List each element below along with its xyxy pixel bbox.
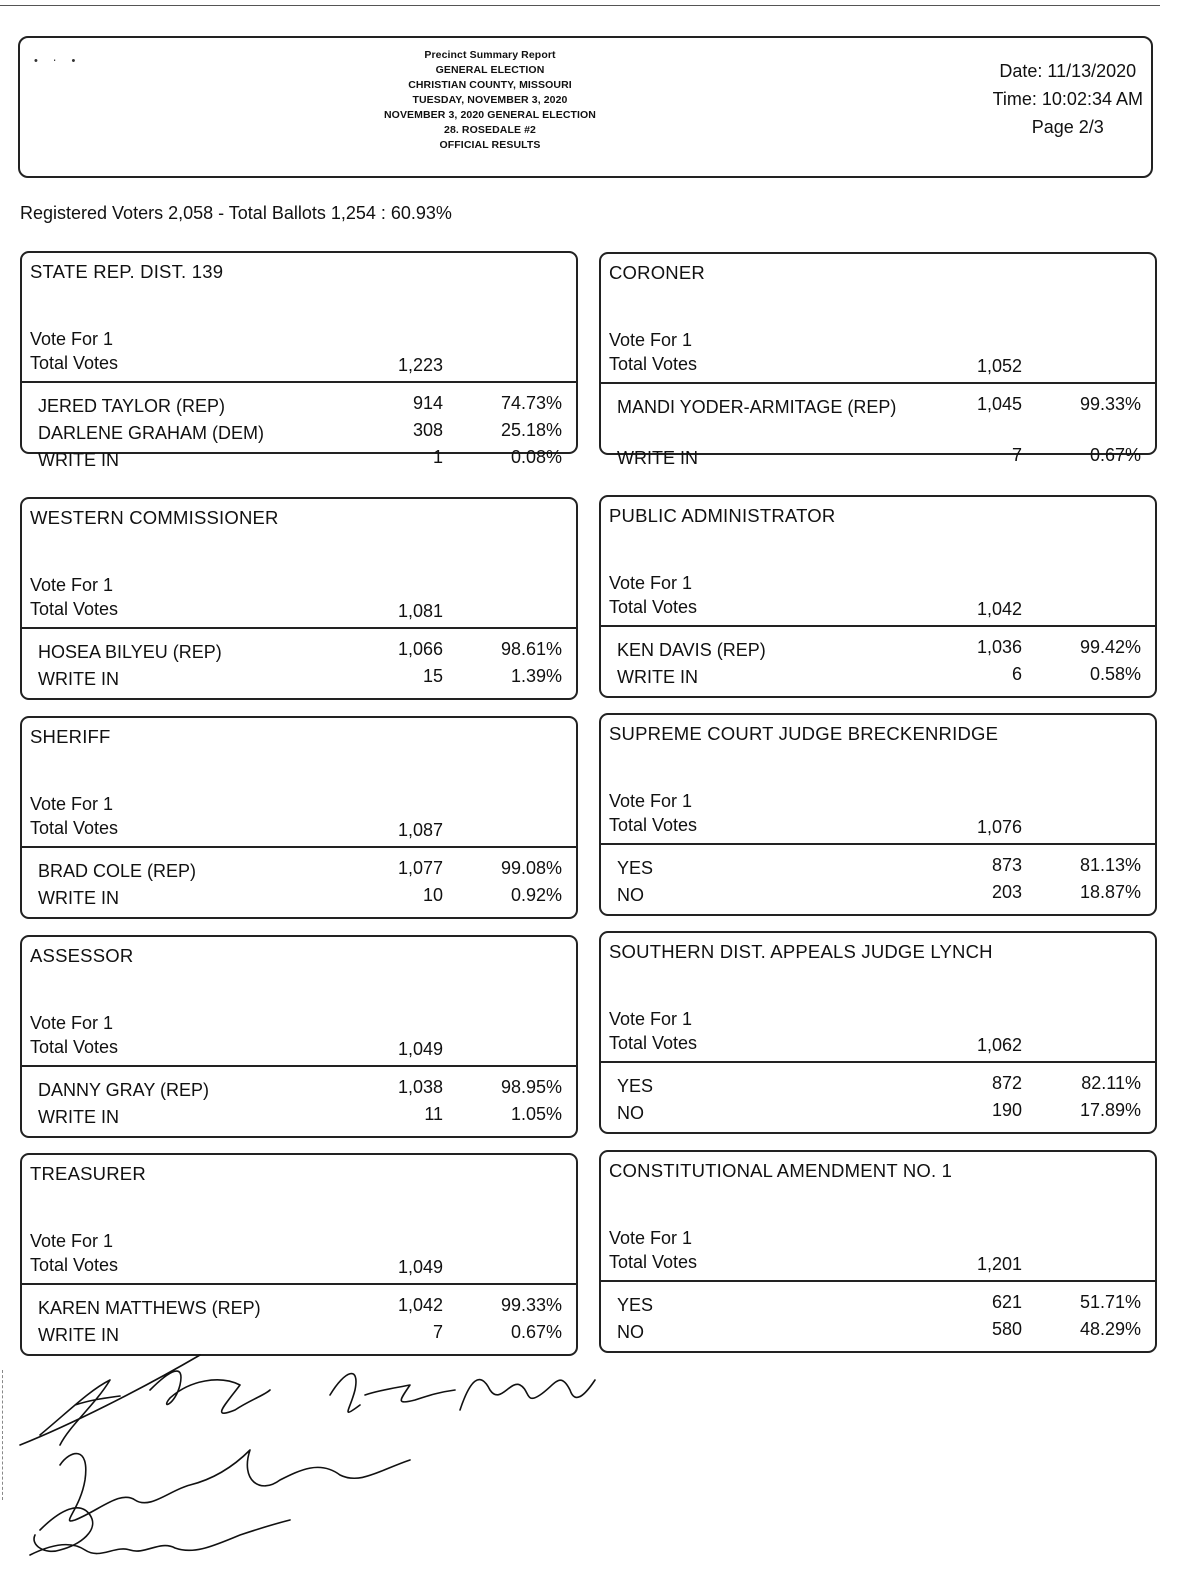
vote-for-label: Vote For 1 bbox=[30, 1013, 114, 1033]
choice-name: WRITE IN bbox=[38, 669, 119, 689]
choice-votes: 190 bbox=[991, 1100, 1022, 1120]
total-votes-value: 1,052 bbox=[976, 356, 1022, 376]
choice-name: WRITE IN bbox=[38, 888, 119, 908]
total-votes-label: Total Votes bbox=[30, 353, 119, 373]
choice-name: DANNY GRAY (REP) bbox=[38, 1080, 210, 1100]
race-title: STATE REP. DIST. 139 bbox=[30, 261, 224, 282]
choice-percent: 1.39% bbox=[510, 666, 562, 686]
results-status: OFFICIAL RESULTS bbox=[439, 139, 541, 151]
race-box bbox=[599, 713, 1157, 916]
choice-row bbox=[601, 1071, 1155, 1098]
choice-votes: 1,045 bbox=[976, 394, 1022, 414]
county-name: CHRISTIAN COUNTY, MISSOURI bbox=[408, 79, 572, 91]
choice-votes: 6 bbox=[1011, 664, 1022, 684]
race-title: TREASURER bbox=[30, 1163, 146, 1184]
vote-for-label: Vote For 1 bbox=[30, 1231, 114, 1251]
choice-percent: 99.08% bbox=[500, 858, 562, 878]
total-votes-value: 1,042 bbox=[976, 599, 1022, 619]
choice-percent: 0.08% bbox=[510, 447, 562, 467]
total-votes-label: Total Votes bbox=[609, 1252, 698, 1272]
choice-name: WRITE IN bbox=[617, 448, 698, 468]
choice-name: YES bbox=[617, 1076, 654, 1096]
choice-name: BRAD COLE (REP) bbox=[38, 861, 197, 881]
report-meta bbox=[993, 57, 1143, 141]
choice-name: YES bbox=[617, 858, 654, 878]
choice-list bbox=[601, 635, 1155, 689]
scan-marks: • ⋅ • bbox=[34, 55, 82, 67]
choice-name: NO bbox=[617, 1322, 644, 1342]
choice-percent: 81.13% bbox=[1079, 855, 1141, 875]
choice-percent: 82.11% bbox=[1081, 1073, 1141, 1093]
choice-row bbox=[22, 637, 576, 664]
total-votes-label: Total Votes bbox=[30, 818, 119, 838]
choice-votes: 11 bbox=[424, 1104, 443, 1124]
precinct-name: 28. ROSEDALE #2 bbox=[444, 124, 536, 136]
choice-row bbox=[601, 1317, 1155, 1344]
choice-votes: 914 bbox=[412, 393, 443, 413]
race-title: CORONER bbox=[609, 262, 705, 283]
total-votes-value: 1,049 bbox=[397, 1257, 443, 1277]
choice-row bbox=[22, 664, 576, 691]
choice-list bbox=[22, 856, 576, 910]
choice-votes: 872 bbox=[991, 1073, 1022, 1093]
choice-row bbox=[22, 856, 576, 883]
total-votes-label: Total Votes bbox=[30, 599, 119, 619]
race-box bbox=[599, 252, 1157, 468]
choice-name: WRITE IN bbox=[617, 667, 698, 687]
choice-row bbox=[601, 635, 1155, 662]
choice-percent: 0.58% bbox=[1089, 664, 1141, 684]
report-date: Date: 11/13/2020 bbox=[999, 61, 1137, 81]
choice-row bbox=[22, 1293, 576, 1320]
race-box bbox=[599, 495, 1157, 698]
race-box bbox=[20, 497, 578, 700]
race-divider bbox=[601, 382, 1155, 384]
choice-row bbox=[22, 1075, 576, 1102]
choice-row bbox=[22, 391, 576, 418]
report-title: Precinct Summary Report bbox=[424, 49, 556, 61]
total-votes-label: Total Votes bbox=[609, 597, 698, 617]
choice-votes: 1,077 bbox=[397, 858, 443, 878]
choice-votes: 1 bbox=[432, 447, 443, 467]
vote-for-label: Vote For 1 bbox=[609, 1228, 693, 1248]
choice-name: JERED TAYLOR (REP) bbox=[38, 396, 226, 416]
race-divider bbox=[22, 381, 576, 383]
vote-for-label: Vote For 1 bbox=[30, 575, 114, 595]
choice-row bbox=[601, 662, 1155, 689]
choice-name: MANDI YODER-ARMITAGE (REP) bbox=[617, 397, 897, 417]
page-number: Page 2/3 bbox=[1031, 117, 1104, 137]
choice-percent: 0.92% bbox=[510, 885, 562, 905]
race-title: WESTERN COMMISSIONER bbox=[30, 507, 279, 528]
total-votes-label: Total Votes bbox=[609, 815, 698, 835]
race-divider bbox=[22, 627, 576, 629]
choice-name: YES bbox=[617, 1295, 654, 1315]
vote-for-label: Vote For 1 bbox=[609, 791, 693, 811]
choice-percent: 74.73% bbox=[500, 393, 562, 413]
choice-list bbox=[601, 1071, 1155, 1125]
choice-votes: 7 bbox=[1011, 445, 1022, 465]
race-title: PUBLIC ADMINISTRATOR bbox=[609, 505, 836, 526]
total-votes-value: 1,223 bbox=[397, 355, 443, 375]
total-votes-value: 1,081 bbox=[397, 601, 443, 621]
choice-name: KAREN MATTHEWS (REP) bbox=[38, 1298, 261, 1318]
choice-name: WRITE IN bbox=[38, 450, 119, 470]
choice-list bbox=[22, 1293, 576, 1347]
race-title: SOUTHERN DIST. APPEALS JUDGE LYNCH bbox=[609, 941, 993, 962]
choice-votes: 580 bbox=[991, 1319, 1022, 1339]
race-divider bbox=[601, 1061, 1155, 1063]
race-box bbox=[20, 251, 578, 470]
choice-percent: 99.33% bbox=[1079, 394, 1141, 414]
choice-percent: 99.33% bbox=[500, 1295, 562, 1315]
choice-votes: 7 bbox=[432, 1322, 443, 1342]
report-header bbox=[18, 36, 1153, 178]
total-votes-value: 1,201 bbox=[976, 1254, 1022, 1274]
choice-list bbox=[22, 391, 576, 472]
total-votes-label: Total Votes bbox=[609, 1033, 698, 1053]
choice-row bbox=[22, 445, 576, 472]
choice-votes: 15 bbox=[422, 666, 443, 686]
race-box bbox=[20, 1153, 578, 1356]
scan-edge-mark bbox=[2, 1370, 3, 1500]
report-title-block bbox=[320, 48, 660, 153]
choice-name: WRITE IN bbox=[38, 1325, 119, 1345]
handwritten-signatures bbox=[0, 1350, 620, 1579]
total-votes-label: Total Votes bbox=[30, 1255, 119, 1275]
choice-row bbox=[601, 1098, 1155, 1125]
choice-list bbox=[22, 1075, 576, 1129]
choice-name: KEN DAVIS (REP) bbox=[617, 640, 766, 660]
top-rule bbox=[0, 5, 1160, 6]
race-title: ASSESSOR bbox=[30, 945, 134, 966]
race-box bbox=[20, 716, 578, 919]
choice-percent: 0.67% bbox=[1089, 445, 1141, 465]
race-title: CONSTITUTIONAL AMENDMENT NO. 1 bbox=[609, 1160, 953, 1181]
vote-for-label: Vote For 1 bbox=[609, 573, 693, 593]
choice-percent: 0.67% bbox=[510, 1322, 562, 1342]
choice-name: WRITE IN bbox=[38, 1107, 119, 1127]
race-divider bbox=[22, 846, 576, 848]
race-divider bbox=[601, 843, 1155, 845]
total-votes-label: Total Votes bbox=[609, 354, 698, 374]
choice-name: HOSEA BILYEU (REP) bbox=[38, 642, 222, 662]
choice-votes: 203 bbox=[991, 882, 1022, 902]
election-full-name: NOVEMBER 3, 2020 GENERAL ELECTION bbox=[384, 109, 596, 121]
choice-row bbox=[601, 443, 1155, 470]
choice-percent: 1.05% bbox=[510, 1104, 562, 1124]
race-box bbox=[599, 1150, 1157, 1353]
race-box bbox=[599, 931, 1157, 1134]
choice-row bbox=[22, 418, 576, 445]
vote-for-label: Vote For 1 bbox=[609, 1009, 693, 1029]
race-title: SHERIFF bbox=[30, 726, 111, 747]
choice-votes: 10 bbox=[422, 885, 443, 905]
race-box bbox=[20, 935, 578, 1138]
choice-list bbox=[22, 637, 576, 691]
choice-votes: 1,042 bbox=[397, 1295, 443, 1315]
choice-name: NO bbox=[617, 1103, 644, 1123]
choice-list bbox=[601, 392, 1155, 470]
vote-for-label: Vote For 1 bbox=[30, 329, 114, 349]
choice-list bbox=[601, 853, 1155, 907]
choice-percent: 17.89% bbox=[1079, 1100, 1141, 1120]
vote-for-label: Vote For 1 bbox=[30, 794, 114, 814]
election-name: GENERAL ELECTION bbox=[435, 64, 545, 76]
choice-percent: 98.61% bbox=[500, 639, 562, 659]
signatures bbox=[0, 1350, 620, 1579]
total-votes-value: 1,087 bbox=[397, 820, 443, 840]
turnout-summary: Registered Voters 2,058 - Total Ballots 1,254 : 60.93% bbox=[20, 203, 452, 223]
choice-percent: 18.87% bbox=[1079, 882, 1141, 902]
choice-row bbox=[601, 392, 1155, 443]
choice-row bbox=[601, 1290, 1155, 1317]
choice-percent: 99.42% bbox=[1079, 637, 1141, 657]
choice-percent: 48.29% bbox=[1079, 1319, 1141, 1339]
choice-votes: 308 bbox=[412, 420, 443, 440]
choice-row bbox=[22, 883, 576, 910]
race-divider bbox=[22, 1065, 576, 1067]
choice-list bbox=[601, 1290, 1155, 1344]
vote-for-label: Vote For 1 bbox=[609, 330, 693, 350]
choice-votes: 1,038 bbox=[397, 1077, 443, 1097]
choice-row bbox=[601, 853, 1155, 880]
total-votes-value: 1,062 bbox=[976, 1035, 1022, 1055]
choice-name: DARLENE GRAHAM (DEM) bbox=[38, 423, 265, 443]
choice-name: NO bbox=[617, 885, 644, 905]
choice-row bbox=[601, 880, 1155, 907]
choice-row bbox=[22, 1320, 576, 1347]
choice-row bbox=[22, 1102, 576, 1129]
total-votes-value: 1,076 bbox=[976, 817, 1022, 837]
race-divider bbox=[22, 1283, 576, 1285]
choice-votes: 621 bbox=[991, 1292, 1022, 1312]
race-divider bbox=[601, 1280, 1155, 1282]
choice-percent: 98.95% bbox=[500, 1077, 562, 1097]
choice-percent: 51.71% bbox=[1079, 1292, 1141, 1312]
total-votes-label: Total Votes bbox=[30, 1037, 119, 1057]
race-title: SUPREME COURT JUDGE BRECKENRIDGE bbox=[609, 723, 999, 744]
choice-votes: 1,066 bbox=[397, 639, 443, 659]
choice-percent: 25.18% bbox=[500, 420, 562, 440]
choice-votes: 873 bbox=[991, 855, 1022, 875]
report-time: Time: 10:02:34 AM bbox=[992, 89, 1143, 109]
race-divider bbox=[601, 625, 1155, 627]
total-votes-value: 1,049 bbox=[397, 1039, 443, 1059]
choice-votes: 1,036 bbox=[976, 637, 1022, 657]
election-day: TUESDAY, NOVEMBER 3, 2020 bbox=[412, 94, 568, 106]
